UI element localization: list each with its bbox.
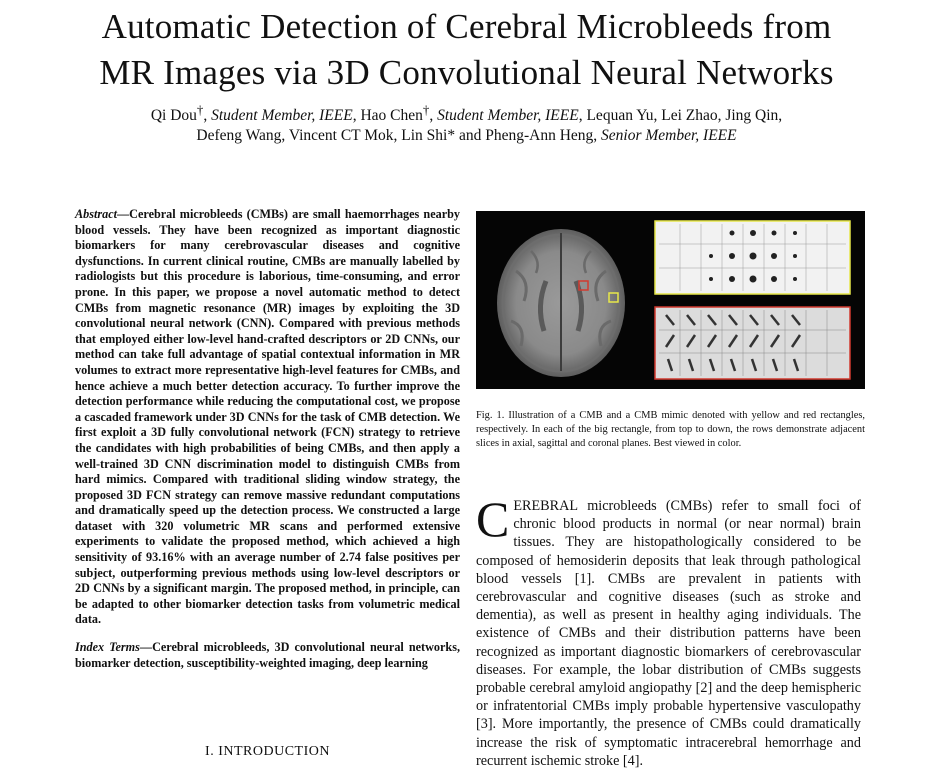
author-name: Hao Chen	[360, 107, 423, 125]
index-terms	[75, 640, 460, 671]
author-role: Student Member, IEEE	[211, 107, 353, 125]
mimic-patch-grid	[655, 307, 850, 379]
abstract-dash: —	[116, 207, 130, 221]
author-names-rest: , Lequan Yu, Lei Zhao, Jing Qin,	[578, 107, 783, 125]
left-column	[75, 207, 460, 671]
author-role: Student Member, IEEE	[437, 107, 579, 125]
section-number: I. I	[205, 744, 224, 759]
author-name: Qi Dou	[150, 107, 197, 125]
intro-first-word: EREBRAL	[513, 498, 578, 514]
section-heading-introduction	[75, 744, 460, 760]
equal-contribution-mark: †	[196, 102, 204, 117]
author-role: Senior Member, IEEE	[601, 127, 737, 145]
figure-1-image	[476, 211, 865, 389]
index-terms-text: Cerebral microbleeds, 3D convolutional neural networks, biomarker detection, susceptibility-weighted imaging, deep learning	[75, 640, 460, 670]
index-terms-dash: —	[139, 640, 153, 655]
author-line-1: Qi Dou†, Student Member, IEEE, Hao Chen†, Student Member, IEEE, Lequan Yu, Lei Zhao, Jing Qin,	[150, 102, 783, 125]
title-line-2: MR Images via 3D Convolutional Neural Networks	[99, 53, 834, 92]
section-name: NTRODUCTION	[223, 744, 330, 759]
abstract-heading: Abstract	[75, 207, 117, 221]
figure-1-caption: Fig. 1. Illustration of a CMB and a CMB mimic denoted with yellow and red rectangles, respectively. In each of the big rectangle, from top to down, the rows demonstrate adjacent slices in axial, sagittal and coronal planes. Best viewed in color.	[476, 410, 865, 449]
cmb-patch-grid	[655, 221, 850, 294]
title-line-1: Automatic Detection of Cerebral Microbleeds from	[101, 7, 832, 46]
paper-title	[0, 4, 933, 96]
index-terms-heading: Index Terms	[75, 640, 140, 655]
author-line-2	[0, 126, 933, 146]
figure-1	[476, 211, 865, 389]
abstract	[75, 207, 460, 628]
abstract-text: Cerebral microbleeds (CMBs) are small haemorrhages nearby blood vessels. They have been recognized as important diagnostic biomarkers for many cerebrovascular diseases and cognitive dysfunctions. In current clinical routine, CMBs are manually labelled by radiologists but this procedure is laborious, time-consuming, and error prone. In this paper, we propose a novel automatic method to detect CMBs from magnetic resonance (MR) images by exploiting the 3D convolutional neural network (CNN). Compared with previous methods that employed either low-level hand-crafted descriptors or 2D CNNs, our method can take full advantage of spatial contextual information in MR volumes to extract more representative high-level features for CMBs, and hence achieve a much better detection accuracy. To further improve the detection performance while reducing the computational cost, we propose a cascaded framework under 3D CNNs for the task of CMB detection. We first exploit a 3D fully convolutional network (FCN) strategy to retrieve the candidates with high probabilities of being CMBs, and then apply a well-trained 3D CNN discrimination model to distinguish CMBs from hard mimics. Compared with traditional sliding window strategy, the proposed 3D FCN strategy can remove massive redundant computations and dramatically speed up the detection process. We constructed a large dataset with 320 volumetric MR scans and performed extensive experiments to validate the proposed method, which achieved a high sensitivity of 93.16% with an average number of 2.74 false positives per subject, outperforming previous methods using low-level descriptors or 2D CNNs by a significant margin. The proposed method, in principle, can be adapted to other biomarker detection tasks from volumetric medical data.	[75, 207, 460, 627]
right-column	[476, 491, 861, 770]
brain-mri-slice	[497, 229, 625, 377]
intro-text: microbleeds (CMBs) refer to small foci of chronic blood products in normal (or near normal) brain tissues. They are histopathologically considered to be composed of hemosiderin deposits that leak through pathological blood vessels [1]. CMBs are prevalent in patients with cerebrovascular and cognitive diseases (such as stroke and dementia), as well as present in healthy aging individuals. The existence of CMBs and their distribution patterns have been recognized as important diagnostic biomarkers of cerebrovascular diseases. For example, the lobar distribution of CMBs suggests probable cerebral amyloid angiopathy [2] and the deep hemispheric or infratentorial CMBs imply probable hypertensive vasculopathy [3]. More importantly, the presence of CMBs could dramatically increase the risk of symptomatic intracerebral hemorrhage and recurrent ischemic stroke [4].	[476, 498, 861, 769]
author-list	[0, 100, 933, 146]
drop-cap: C	[476, 491, 510, 547]
author-names-rest: Defeng Wang, Vincent CT Mok, Lin Shi* and Pheng-Ann Heng,	[196, 127, 598, 145]
equal-contribution-mark: †	[422, 102, 430, 117]
